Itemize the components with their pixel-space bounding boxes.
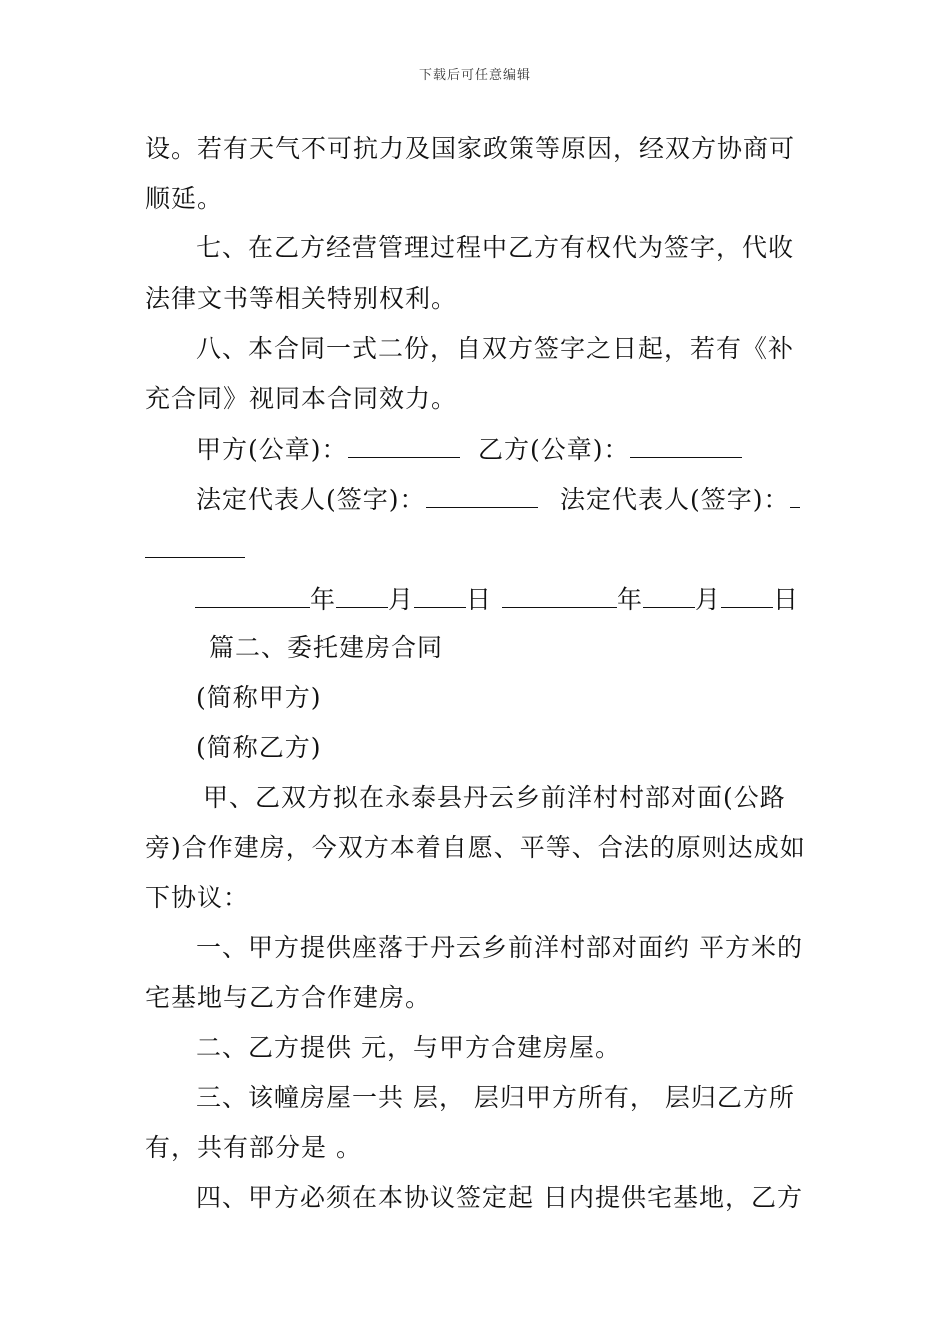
month-b-label: 月: [695, 585, 722, 614]
date-a: [195, 583, 492, 616]
party-b-seal: [478, 433, 742, 466]
section-title: 篇二、委托建房合同: [209, 633, 444, 662]
party-a-seal-label: 甲方(公章)：: [196, 435, 348, 464]
paragraph-line: 旁)合作建房，今双方本着自愿、平等、合法的原则达成如: [145, 833, 806, 862]
year-b-label: 年: [617, 585, 644, 614]
year-b-blank: [502, 583, 617, 608]
day-b-blank: [721, 583, 773, 608]
rep-a-label: 法定代表人(签字)：: [196, 485, 426, 514]
rep-b-blank-start: [790, 483, 800, 508]
party-b-seal-label: 乙方(公章)：: [478, 435, 630, 464]
paragraph-line: 设。若有天气不可抗力及国家政策等原因，经双方协商可: [145, 134, 796, 163]
rep-b-blank-end: [145, 533, 245, 558]
page-header: 下载后可任意编辑: [418, 68, 531, 83]
paragraph-line: 顺延。: [145, 184, 224, 213]
party-a-representative: [196, 483, 538, 516]
day-b-label: 日: [773, 585, 800, 614]
paragraph-line: 一、甲方提供座落于丹云乡前洋村部对面约 平方米的: [196, 933, 803, 962]
month-a-label: 月: [388, 585, 415, 614]
paragraph-line: 二、乙方提供 元，与甲方合建房屋。: [196, 1033, 621, 1062]
year-a-label: 年: [310, 585, 337, 614]
paragraph-line: 充合同》视同本合同效力。: [145, 384, 458, 413]
paragraph-line: 三、该幢房屋一共 层， 层归甲方所有， 层归乙方所: [196, 1083, 795, 1112]
day-a-label: 日: [466, 585, 493, 614]
paragraph-line: 七、在乙方经营管理过程中乙方有权代为签字，代收: [196, 233, 795, 262]
party-a-short: (简称甲方): [196, 683, 322, 712]
month-b-blank: [643, 583, 695, 608]
party-a-seal-blank: [348, 433, 460, 458]
paragraph-line: 法律文书等相关特别权利。: [145, 284, 458, 313]
paragraph-line: 四、甲方必须在本协议签定起 日内提供宅基地，乙方: [196, 1183, 803, 1212]
representative-blank-continuation: [145, 533, 815, 566]
paragraph-line: 宅基地与乙方合作建房。: [145, 983, 432, 1012]
month-a-blank: [336, 583, 388, 608]
rep-a-blank: [426, 483, 538, 508]
paragraph-line: 下协议：: [145, 883, 250, 912]
paragraph-line: 有，共有部分是 。: [145, 1133, 362, 1162]
party-b-short: (简称乙方): [196, 733, 322, 762]
year-a-blank: [195, 583, 310, 608]
date-b: [502, 583, 799, 616]
rep-b-label: 法定代表人(签字)：: [560, 485, 790, 514]
day-a-blank: [414, 583, 466, 608]
party-b-seal-blank: [630, 433, 742, 458]
party-b-representative: [560, 483, 800, 516]
party-a-seal: [196, 433, 460, 466]
paragraph-line: 甲、乙双方拟在永泰县丹云乡前洋村村部对面(公路: [203, 783, 786, 812]
paragraph-line: 八、本合同一式二份，自双方签字之日起，若有《补: [196, 334, 795, 363]
